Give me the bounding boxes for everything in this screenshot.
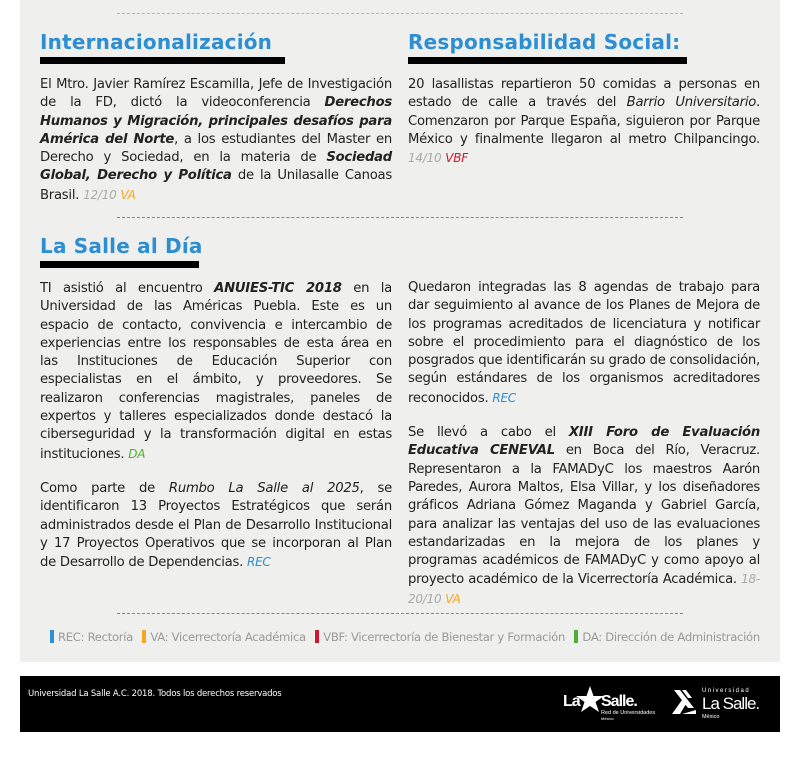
text: TI asistió al encuentro (40, 281, 215, 296)
news-paragraph (40, 280, 392, 464)
news-date: 14/10 (408, 151, 442, 166)
emphasis: ANUIES-TIC 2018 (214, 281, 342, 296)
news-paragraph (40, 76, 392, 205)
title-underline (40, 261, 199, 268)
news-date: 18-20/10 (408, 572, 760, 606)
tag-da: DA (128, 446, 146, 461)
emphasis: Derechos Humanos y Migración, principales desafíos para América del Norte (40, 95, 392, 147)
divider (117, 613, 683, 614)
logo-subtext: Red de Universidades (601, 710, 656, 716)
legend-label: REC: Rectoría (58, 630, 133, 644)
text: de la Unilasalle Canoas Brasil. (40, 168, 392, 203)
tag-va: VA (120, 187, 136, 202)
news-paragraph (408, 76, 760, 168)
news-date: 12/10 (83, 187, 117, 202)
text: Quedaron integradas las 8 agendas de trabajo para dar seguimiento al avance de los Planes de Mejora de los programas acreditados de licenciatura y notificar sobre el procedimiento para el diagnóstico de los posgrados que identificarán su grado de consolidación, según estándares de los organismos acreditadores reconocidos. (408, 280, 760, 406)
section-lasalle-al-dia (40, 234, 392, 572)
legend-item-da (574, 630, 759, 644)
logo-subtext: Universidad (702, 688, 751, 694)
logo-text: La Salle. (702, 694, 760, 713)
logo-subtext: México (702, 714, 720, 720)
tag-vbf: VBF (445, 151, 468, 166)
section-title: Internacionalización (40, 30, 273, 54)
text: , se identificaron 13 Proyectos Estratégicos que serán administrados desde el Plan de Desarrollo Institucional y 17 Proyectos Operativos que se incorporan al Plan de Desarrollo de Dependencias. (40, 480, 392, 571)
logo-text: La (563, 693, 580, 710)
tag-va: VA (445, 591, 461, 606)
text: , a los estudiantes del Master en Derecho y Sociedad, en la materia de (40, 131, 392, 166)
lasalle-emblem-icon (670, 688, 698, 716)
footer (20, 676, 780, 732)
section-lasalle-al-dia-right (408, 279, 760, 609)
legend-item-va (142, 630, 306, 644)
legend-label: VBF: Vicerrectoría de Bienestar y Formación (323, 630, 565, 644)
text: en Boca del Río, Veracruz. Representaron a la FAMADyC los maestros Aarón Paredes, Aurora Maltos, Elsa Villar, y los diseñadores gráficos Adriana Gómez Maganda y Gabriel García, para analizar las ventajas del uso de las evaluaciones estandarizadas en la mejora de los planes y programas académicos de FAMADyC y como apoyo al proyecto académico de la Vicerrectoría Académica. (408, 443, 760, 588)
section-responsabilidad-social (408, 30, 760, 168)
news-paragraph (408, 424, 760, 609)
title-underline (40, 57, 285, 64)
copyright: Universidad La Salle A.C. 2018. Todos los derechos reservados (28, 689, 282, 699)
legend-swatch (50, 630, 54, 643)
emphasis: Rumbo La Salle al 2025 (168, 480, 360, 496)
legend-label: DA: Dirección de Administración (582, 630, 760, 644)
red-universidades-lasalle-logo[interactable] (563, 684, 663, 720)
divider (117, 217, 683, 218)
tag-rec: REC (492, 390, 516, 405)
legend-item-rec (50, 630, 133, 644)
text: Como parte de (40, 480, 169, 496)
logo-text: Salle. (601, 693, 637, 710)
text: El Mtro. Javier Ramírez Escamilla, Jefe de Investigación de la FD, dictó la videoconferencia (40, 77, 392, 111)
legend-swatch (142, 630, 146, 643)
section-title: La Salle al Día (40, 234, 203, 258)
legend (50, 630, 770, 644)
text: . Comenzaron por Parque España, siguieron por Parque México y finalmente llegaron al metro Chilpancingo. (408, 95, 760, 147)
emphasis: XIII Foro de Evaluación Educativa CENEVAL (408, 425, 761, 459)
tag-rec: REC (247, 555, 271, 570)
legend-item-vbf (315, 630, 565, 644)
logo-subtext: México (601, 716, 614, 721)
section-internacionalizacion (40, 30, 392, 205)
emphasis: Sociedad Global, Derecho y Política (40, 150, 392, 184)
title-underline (408, 57, 687, 64)
text: 20 lasallistas repartieron 50 comidas a personas en estado de calle a través del (408, 77, 760, 111)
news-paragraph (40, 480, 392, 572)
text: en la Universidad de las Américas Puebla. Este es un espacio de contacto, convivencia e intercambio de experiencias entre los responsables de esta área en las Instituciones de Educación Superior con especialistas en el ámbito, y proveedores. Se realizaron conferencias magistrales, paneles de expertos y talleres especializados donde destacó la ciberseguridad y la transformación digital en estas instituciones. (40, 281, 392, 462)
text: Se llevó a cabo el (408, 425, 569, 441)
legend-label: VA: Vicerrectoría Académica (150, 630, 306, 644)
divider (117, 13, 683, 14)
universidad-lasalle-mexico-logo[interactable] (668, 686, 778, 722)
emphasis: Barrio Universitario (626, 95, 757, 111)
legend-swatch (574, 630, 578, 643)
news-paragraph (408, 279, 760, 408)
section-title: Responsabilidad Social: (408, 30, 681, 54)
legend-swatch (315, 630, 319, 643)
